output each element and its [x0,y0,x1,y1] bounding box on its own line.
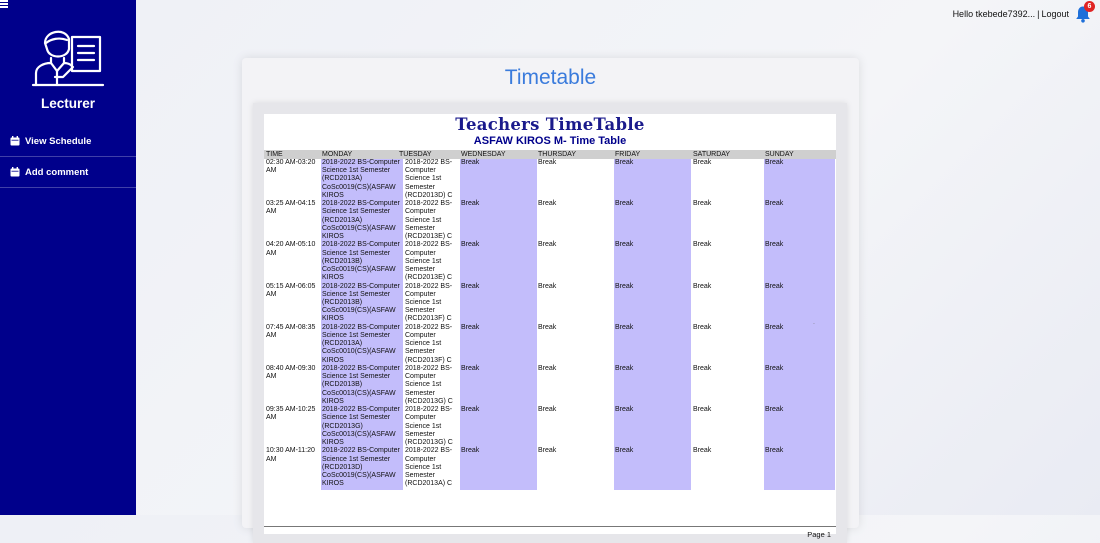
cell-friday: Break [615,323,634,331]
cell-monday: 2018-2022 BS-Computer Science 1st Semester (RCD2013B) CoSc0013(CS)(ASFAW KIROS [322,365,400,405]
sidebar [0,0,136,515]
cell-sunday: Break [765,323,784,331]
cell-thursday: Break [538,200,557,208]
cell-sunday: Break [765,406,784,414]
cell-sunday: Break [765,282,784,290]
cell-time: 04:20 AM-05:10 AM [266,241,316,257]
report-subtitle: ASFAW KIROS M- Time Table [473,135,627,147]
report-viewer [253,103,847,543]
cell-thursday: Break [538,323,557,331]
cell-saturday: Break [693,159,712,166]
cell-saturday: Break [693,200,712,208]
cell-sunday: Break [765,200,784,208]
cell-wednesday: Break [461,365,480,372]
page-number: Page 1 [807,530,831,539]
cell-sunday: Break [765,241,784,249]
sidebar-item-label: Add comment [25,166,89,178]
cell-wednesday: Break [461,200,480,208]
cell-tuesday: 2018-2022 BS-Computer Science 1st Semester (RCD2013G) C [405,406,453,446]
cell-thursday: Break [538,159,557,166]
cell-friday: Break [615,365,634,372]
cell-monday: 2018-2022 BS-Computer Science 1st Semester (RCD2013G) CoSc0013(CS)(ASFAW KIROS [322,406,400,446]
cell-thursday: Break [538,365,557,372]
cell-monday: 2018-2022 BS-Computer Science 1st Semester (RCD2013B) CoSc0019(CS)(ASFAW KIROS [322,241,400,282]
cell-tuesday: 2018-2022 BS-Computer Science 1st Semester (RCD2013F) C [405,323,453,364]
cell-wednesday: Break [461,241,480,249]
cell-saturday: Break [693,282,712,290]
sidebar-item-add-comment[interactable] [0,157,136,188]
cell-saturday: Break [693,365,712,372]
cell-friday: Break [615,200,634,208]
cell-thursday: Break [538,241,557,249]
cell-time: 02:30 AM-03:20 AM [266,159,316,175]
cell-wednesday: Break [461,323,480,331]
header-friday: FRIDAY [615,151,641,158]
cell-time: 09:35 AM-10:25 AM [266,406,316,422]
cell-sunday: Break [765,159,784,166]
cell-saturday: Break [693,406,712,414]
cell-tuesday: 2018-2022 BS-Computer Science 1st Semester (RCD2013E) C [405,241,453,282]
header-tuesday: TUESDAY [399,151,432,158]
cell-tuesday: 2018-2022 BS-Computer Science 1st Semester (RCD2013E) C [405,200,453,240]
cell-friday: Break [615,241,634,249]
cell-wednesday: Break [461,406,480,414]
notification-button[interactable] [1074,5,1092,23]
timetable-grid [264,150,836,539]
cell-monday: 2018-2022 BS-Computer Science 1st Semester (RCD2013B) CoSc0019(CS)(ASFAW KIROS [322,282,400,323]
header-saturday: SATURDAY [693,151,731,158]
report-title: Teachers TimeTable [455,115,645,134]
logout-link[interactable]: Logout [1041,9,1069,19]
cell-friday: Break [615,282,634,290]
cell-friday: Break [615,159,634,166]
user-greeting: Hello tkebede7392... [952,9,1036,19]
timetable-card [242,58,859,539]
cell-wednesday: Break [461,282,480,290]
cell-time: 07:45 AM-08:35 AM [266,323,316,339]
cell-tuesday: 2018-2022 BS-Computer Science 1st Semester (RCD2013D) C [405,159,453,199]
cell-monday: 2018-2022 BS-Computer Science 1st Semester (RCD2013A) CoSc0019(CS)(ASFAW KIROS [322,200,400,240]
sidebar-item-label: View Schedule [25,135,92,147]
lecturer-avatar-icon [33,25,103,87]
table-bottom-rule [264,526,836,527]
page-title: Timetable [504,66,597,89]
calendar-icon [10,167,20,177]
topbar [953,0,1100,28]
header-sunday: SUNDAY [765,151,794,158]
notification-count-badge: 6 [1084,1,1095,12]
sidebar-role-label: Lecturer [40,96,96,111]
cell-thursday: Break [538,282,557,290]
cell-tuesday: 2018-2022 BS-Computer Science 1st Semester (RCD2013F) C [405,282,453,323]
cell-tuesday: 2018-2022 BS-Computer Science 1st Semester (RCD2013G) C [405,365,453,405]
cell-saturday: Break [693,241,712,249]
header-monday: MONDAY [322,151,353,158]
cell-monday: 2018-2022 BS-Computer Science 1st Semester (RCD2013A) CoSc0019(CS)(ASFAW KIROS [322,159,400,199]
topbar-separator: | [1037,9,1040,19]
cell-saturday: Break [693,323,712,331]
header-wednesday: WEDNESDAY [461,151,506,158]
cell-wednesday: Break [461,159,480,166]
cell-time: 08:40 AM-09:30 AM [266,365,316,381]
cell-sunday: Break [765,365,784,372]
cell-tuesday: 2018-2022 BS-Computer Science 1st Semester (RCD2013A) C [405,447,453,488]
cell-time: 05:15 AM-06:05 AM [266,282,316,298]
header-thursday: THURSDAY [538,151,576,158]
cell-thursday: Break [538,406,557,414]
header-time: TIME [266,151,283,158]
stray-mark: . [813,319,815,326]
menu-toggle-icon[interactable] [0,0,9,8]
calendar-icon [10,136,20,146]
cell-monday: 2018-2022 BS-Computer Science 1st Semester (RCD2013A) CoSc0010(CS)(ASFAW KIROS [322,323,400,364]
cell-time: 10:30 AM-11:20 AM [266,447,315,463]
cell-thursday: Break [538,447,557,455]
cell-time: 03:25 AM-04:15 AM [266,200,316,216]
cell-wednesday: Break [461,447,480,455]
cell-sunday: Break [765,447,784,455]
cell-friday: Break [615,406,634,414]
report-page [264,114,836,539]
cell-friday: Break [615,447,634,455]
sidebar-item-view-schedule[interactable] [0,126,136,157]
cell-monday: 2018-2022 BS-Computer Science 1st Semester (RCD2013D) CoSc0019(CS)(ASFAW KIROS [322,447,400,488]
cell-saturday: Break [693,447,712,455]
